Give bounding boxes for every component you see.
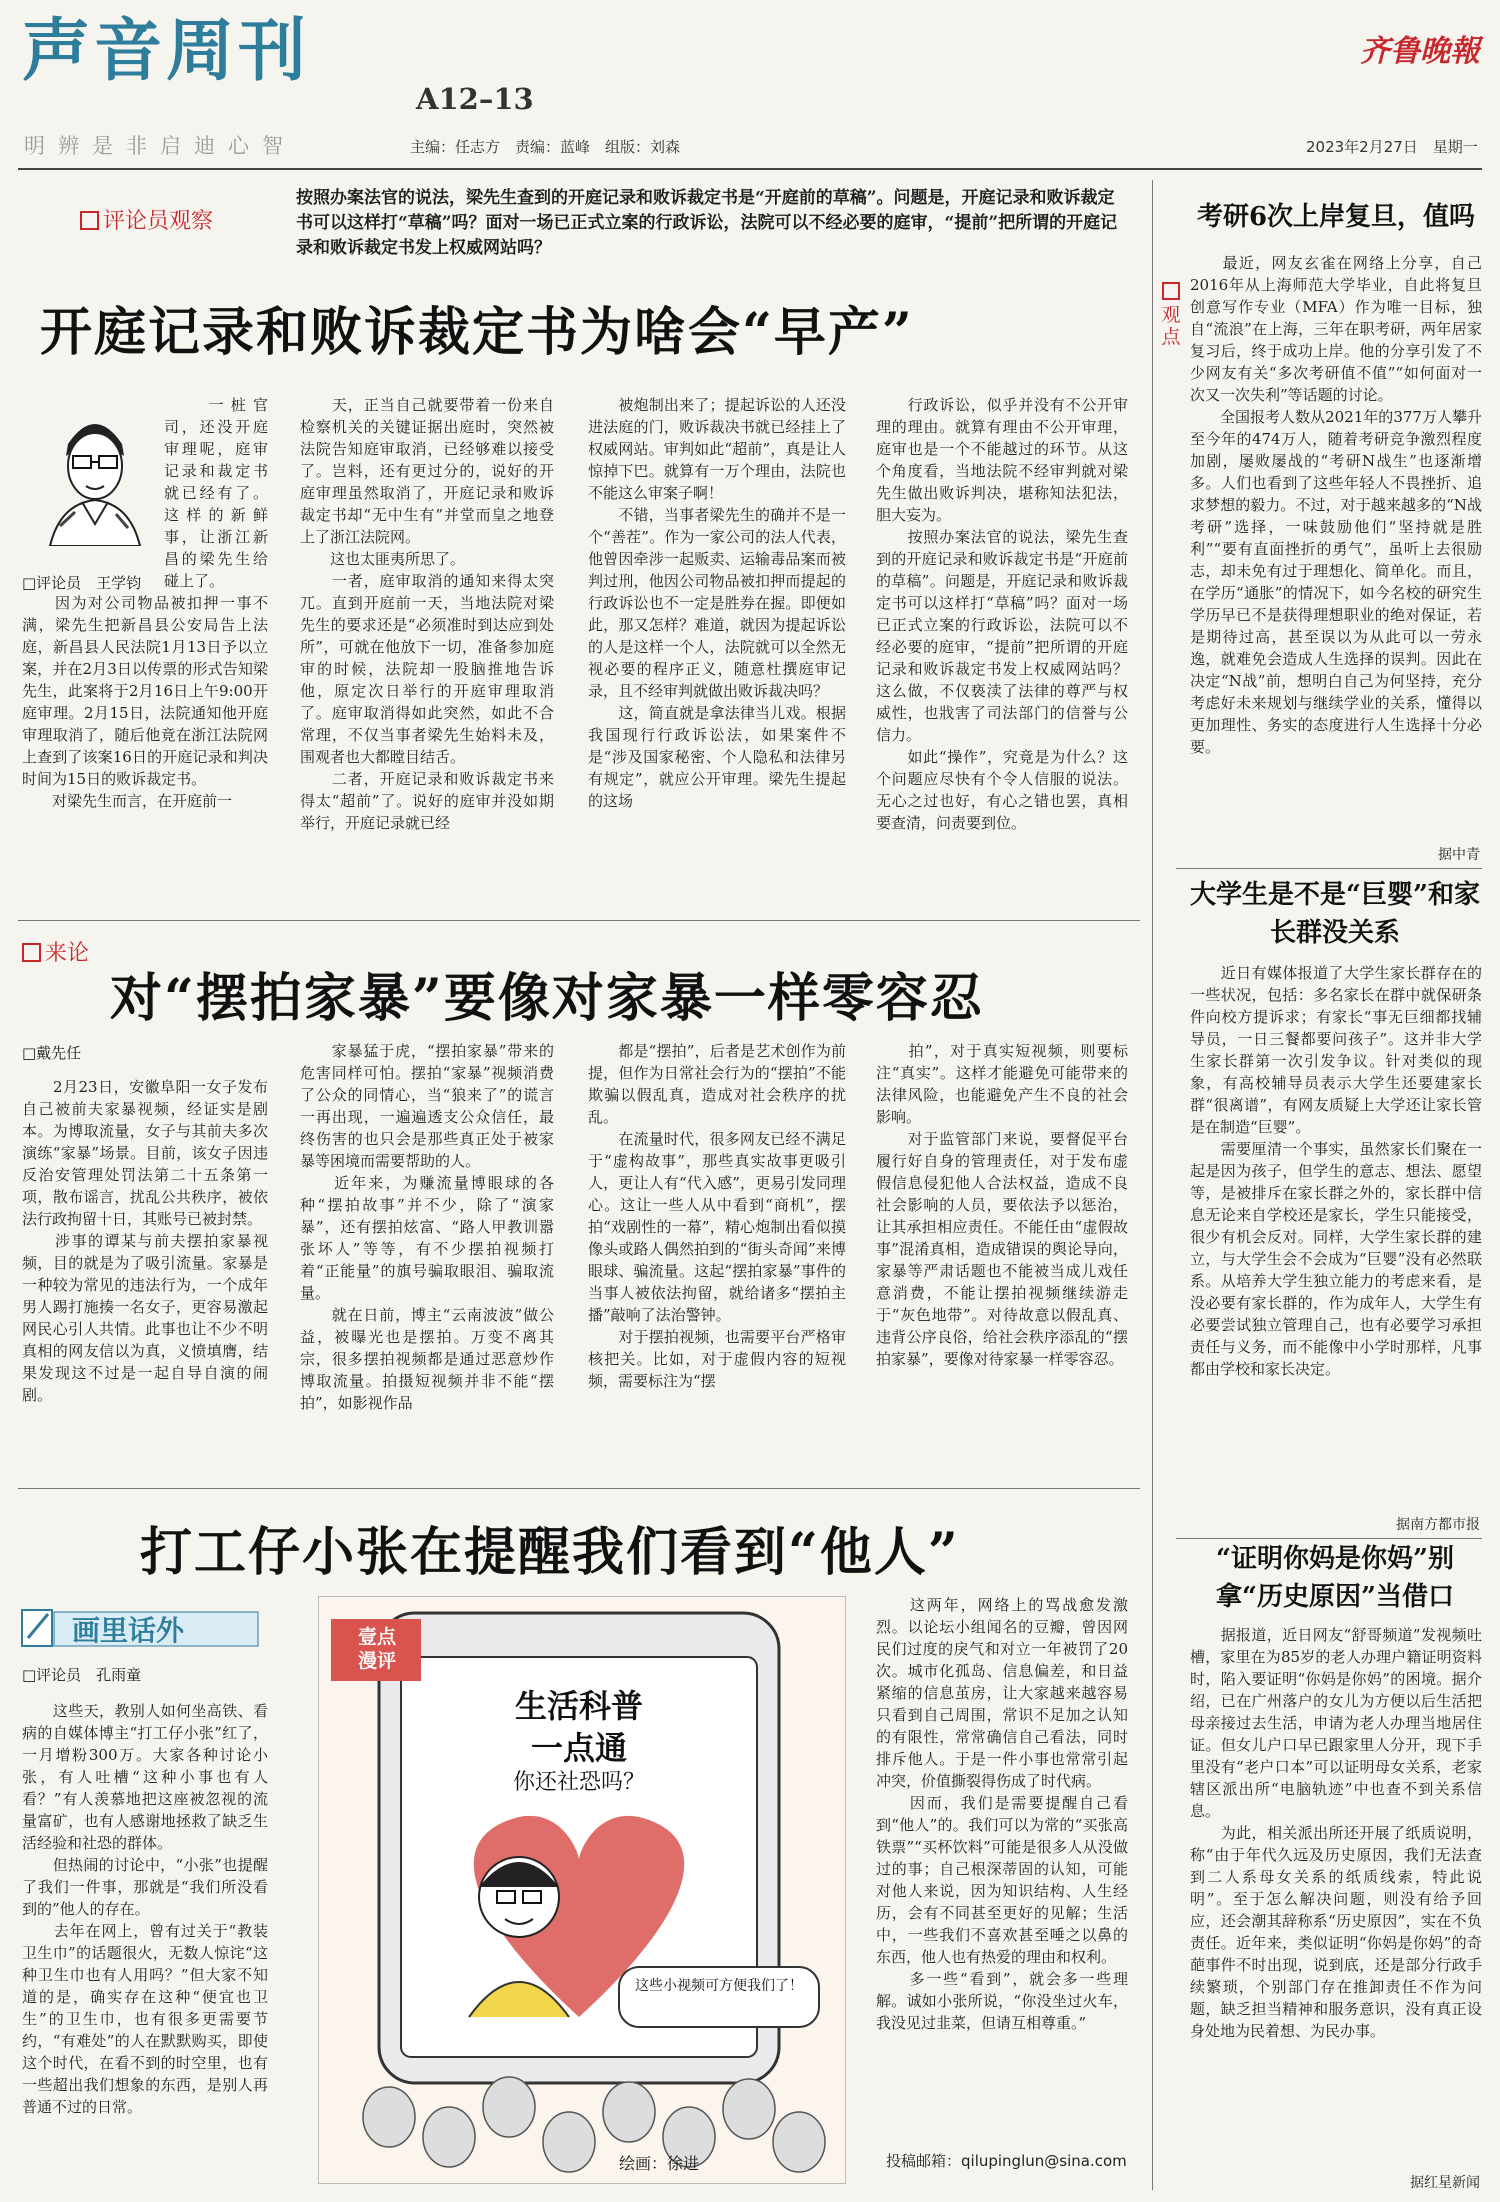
author-byline: □戴先任 — [22, 1044, 82, 1062]
issue-date: 2023年2月27日 星期一 — [1306, 138, 1478, 156]
page-number: A12–13 — [416, 82, 534, 116]
comic-screen-line: 一点通 — [530, 1729, 627, 1767]
article-lead: 按照办案法官的说法，梁先生查到的开庭记录和败诉裁定书是“开庭前的草稿”。问题是，开庭记录和败诉裁定书可以这样打“草稿”吗？面对一场已正式立案的行政诉讼，法院可以不经必要的庭审，“提前”把所谓的开庭记录和败诉裁定书发上权威网站吗？ — [296, 188, 1118, 258]
section-divider — [18, 920, 1140, 921]
comic-speech-bubble: 这些小视频可方便我们了！ — [635, 1978, 803, 1994]
article-column-1 — [22, 394, 268, 906]
masthead-slogan: 明辨是非启迪心智 — [24, 134, 296, 158]
author-byline: □评论员 孔雨童 — [22, 1666, 142, 1684]
sidebar-divider-line — [1176, 868, 1482, 869]
article-column-1: 2月23日，安徽阜阳一女子发布自己被前夫家暴视频，经证实是剧本。为博取流量，女子与其前夫多次演练“家暴”场景。目前，该女子因违反治安管理处罚法第二十五条第一项，散布谣言，扰乱公共秩序，被依法行政拘留十日，其账号已被封禁。 涉事的谭某与前夫摆拍家暴视频，目的就是为了吸引流量。家暴是一种较为常见的违法行为，一个成年男人踢打施揍一名女子，更容易激起网民心引人共情。此事也让不少不明真相的网友信以为真，义愤填膺，结果发现这不过是一起自导自演的闹剧。 — [22, 1078, 268, 1404]
masthead-title: 声音周刊 — [22, 12, 311, 91]
sidebar-article-source: 据红星新闻 — [1410, 2175, 1480, 2191]
article-column-1: 这些天，教别人如何坐高铁、看病的自媒体博主“打工仔小张”红了，一月增粉300万。大家各种讨论小张，有人吐槽“这种小事也有人看？”有人羡慕地把这座被忽视的流量富矿，也有人感谢地拯救了缺乏生活经验和社恐的群体。 但热闹的讨论中，“小张”也提醒了我们一件事，那就是“我们所没看到的”他人的存在。 去年在网上，曾有过关于“教装卫生巾”的话题很火，无数人惊诧“这种卫生巾也有人用吗？”但大家不知道的是，确实存在这种“便宜也卫生”的卫生巾，也有很多更需要节约，“有难处”的人在默默购买，即使这个时代，在看不到的时空里，也有一些超出我们想象的东西，是别人再普通不过的日常。 — [22, 1702, 268, 2116]
article-column-2: 天，正当自己就要带着一份来自检察机关的关键证据出庭时，突然被法院告知庭审取消，已经够难以接受了。岂料，还有更过分的，说好的开庭审理虽然取消了，开庭记录和败诉裁定书却“无中生有”并堂而皇之地登上了浙江法院网。 这也太匪夷所思了。 一者，庭审取消的通知来得太突兀。直到开庭前一天，当地法院对梁先生的要求还是“必须准时到达应到处所”，可就在他放下一切，准备参加庭审的时候，法院却一股脑推地告诉他，原定次日举行的开庭审理取消了。庭审取消得如此突然，如此不合常理，不仅当事者梁先生始料未及，围观者也大都瞠目结舌。 二者，开庭记录和败诉裁定书来得太“超前”了。说好的庭审并没如期举行，开庭记录就已经 — [300, 396, 554, 832]
submission-email: 投稿邮箱：qilupinglun@sina.com — [886, 2152, 1127, 2170]
sidebar-tag — [1160, 282, 1182, 348]
portrait-spacer — [22, 394, 164, 590]
newspaper-logo: 齐鲁晚報 — [1360, 34, 1480, 69]
column-tag-label: 评论员观察 — [103, 209, 214, 234]
sidebar-article-source: 据南方都市报 — [1396, 1517, 1480, 1533]
sidebar-divider-line — [1176, 1538, 1482, 1539]
sidebar-tag-label: 观点 — [1161, 304, 1181, 348]
sidebar-article-title: “证明你妈是你妈”别拿“历史原因”当借口 — [1216, 1544, 1454, 1612]
article-headline: 对“摆拍家暴”要像对家暴一样零容忍 — [110, 968, 984, 1029]
column-tag — [80, 204, 213, 235]
masthead-rule — [18, 168, 1482, 170]
sidebar-article-source: 据中青 — [1438, 847, 1480, 863]
article-column-4: 拍”，对于真实短视频，则要标注“真实”。这样才能避免可能带来的法律风险，也能避免产生不良的社会影响。 对于监管部门来说，要督促平台履行好自身的管理责任，对于发布虚假信息侵犯他人合法权益，造成不良社会影响的人员，要依法予以惩治，让其承担相应责任。不能任由“虚假故事”混淆真相，造成错误的舆论导向，家暴等严肃话题也不能被当成儿戏任意消费，不能让摆拍视频继续游走于“灰色地带”。对待故意以假乱真、违背公序良俗，给社会秩序添乱的“摆拍家暴”，要像对待家暴一样零容忍。 — [876, 1042, 1128, 1368]
comic-badge: 壹点 漫评 — [357, 1626, 396, 1672]
author-byline: □评论员 王学钧 — [22, 574, 142, 592]
article-column-4: 行政诉讼，似乎并没有不公开审理的理由。就算有理由不公开审理，庭审也是一个不能越过的环节。从这个角度看，当地法院不经审判就对梁先生做出败诉判决，堪称知法犯法，胆大妄为。 按照办案法官的说法，梁先生查到的开庭记录和败诉裁定书是“开庭前的草稿”。问题是，开庭记录和败诉裁定书可以这样打“草稿”吗？面对一场已正式立案的行政诉讼，法院可以不经必要的庭审，“提前”把所谓的开庭记录和败诉裁定书发上权威网站吗？这么做，不仅亵渎了法律的尊严与权威性，也戕害了司法部门的信誉与公信力。 如此“操作”，究竟是为什么？这个问题应尽快有个令人信服的说法。无心之过也好，有心之错也罢，真相要查清，问责要到位。 — [876, 396, 1128, 832]
column-tag-label: 来论 — [45, 941, 90, 966]
comic-illustration — [318, 1596, 846, 2184]
sidebar-article-body: 最近，网友玄雀在网络上分享，自己2016年从上海师范大学毕业，自此将复旦创意写作专业（MFA）作为唯一目标，独自“流浪”在上海，三年在职考研，两年居家复习后，终于成功上岸。他的分享引发了不少网友有关“多次考研值不值”“如何面对一次又一次失利”等话题的讨论。 全国报考人数从2021年的377万人攀升至今年的474万人，随着考研竞争激烈程度加剧，屡败屡战的“考研N战生”也逐渐增多。人们也看到了这些年轻人不畏挫折、追求梦想的毅力。不过，对于越来越多的“N战考研”选择，一味鼓励他们“坚持就是胜利”“要有直面挫折的勇气”，虽听上去很励志，却未免有过于理想化、简单化。而且，在学历“通胀”的情况下，如今名校的研究生学历早已不是获得理想职业的绝对保证，若是期待过高，甚至误以为从此可以一劳永逸，就难免会造成人生选择的误判。因此在决定“N战”前，想明白自己为何坚持，充分考虑好未来规划与继续学业的关系，懂得以更加理性、务实的态度进行人生选择十分必要。 — [1190, 254, 1482, 756]
article-column-2: 家暴猛于虎，“摆拍家暴”带来的危害同样可怕。摆拍“家暴”视频消费了公众的同情心，当“狼来了”的谎言一再出现，一遍遍透支公众信任，最终伤害的也只会是那些真正处于被家暴等困境而需要帮助的人。 近年来，为赚流量博眼球的各种“摆拍故事”并不少，除了“演家暴”，还有摆拍炫富、“路人甲教训嚣张坏人”等等，有不少摆拍视频打着“正能量”的旗号骗取眼泪、骗取流量。 就在日前，博主“云南波波”做公益，被曝光也是摆拍。万变不离其宗，很多摆拍视频都是通过恶意炒作博取流量。拍摄短视频并非不能“摆拍”，如影视作品 — [300, 1042, 554, 1412]
tag-box-icon — [22, 943, 41, 962]
sidebar-article-title: 大学生是不是“巨婴”和家长群没关系 — [1190, 880, 1480, 948]
article-column-3: 这两年，网络上的骂战愈发激烈。以论坛小组闻名的豆瓣，曾因网民们过度的戾气和对立一年被罚了20次。城市化孤岛、信息偏差，和日益紧缩的信息茧房，让大家越来越容易只看到自己周围，常识不足加之认知的有限性，常常确信自己看法，同时排斥他人。于是一件小事也常常引起冲突，价值撕裂得伤成了时代病。 因而，我们是需要提醒自己看到“他人”的。我们可以为常的“买张高铁票”“买杯饮料”可能是很多人从没做过的事；自己根深蒂固的认知，可能对他人来说，因为知识结构、人生经历，会有不同甚至更好的见解；生活中，一些我们不喜欢甚至唾之以鼻的东西，他人也有热爱的理由和权利。 多一些“看到”，就会多一些理解。诚如小张所说，“你没坐过火车，我没见过韭菜，但请互相尊重。” — [876, 1596, 1128, 2032]
sidebar-article-body: 近日有媒体报道了大学生家长群存在的一些状况，包括：多名家长在群中就保研条件向校方提诉求；有家长“事无巨细都找辅导员，一日三餐都要问孩子”。这并非大学生家长群第一次引发争议。针对类似的现象，有高校辅导员表示大学生还要建家长群“很离谱”，有网友质疑上大学还让家长管是在制造“巨婴”。 需要厘清一个事实，虽然家长们聚在一起是因为孩子，但学生的意志、想法、愿望等，是被排斥在家长群之外的，家长群中信息无论来自学校还是家长，学生只能接受，很少有机会反对。同样，大学生家长群的建立，与大学生会不会成为“巨婴”没有必然联系。从培养大学生独立能力的考虑来看，是没必要有家长群的，作为成年人，大学生有必要尝试独立管理自己，也有必要学习承担责任与义务，而不能像中小学时那样，凡事都由学校和家长决定。 — [1190, 964, 1482, 1378]
sidebar-divider — [1152, 180, 1153, 2190]
article-column-3: 都是“摆拍”，后者是艺术创作为前提，但作为日常社会行为的“摆拍”不能欺骗以假乱真，造成对社会秩序的扰乱。 在流量时代，很多网友已经不满足于“虚构故事”，那些真实故事更吸引人，更让人有“代入感”，更易引发同理心。这让一些人从中看到“商机”，摆拍“戏剧性的一幕”，精心炮制出看似摸像头或路人偶然拍到的“街头奇闻”来博眼球、骗流量。这起“摆拍家暴”事件的当事人被依法拘留，就给诸多“摆拍主播”敲响了法治警钟。 对于摆拍视频，也需要平台严格审核把关。比如，对于虚假内容的短视频，需要标注为“摆 — [588, 1042, 846, 1390]
comic-credit: 绘画：徐进 — [619, 2154, 700, 2173]
tag-box-icon — [80, 211, 99, 230]
article-text: 一桩官司，还没开庭审理呢，庭审记录和裁定书就已经有了。这样的新鲜事，让浙江新昌的梁先生给碰上了。 因为对公司物品被扣押一事不满，梁先生把新昌县公安局告上法庭，新昌县人民法院1月13日予以立案，并在2月3日以传票的形式告知梁先生，此案将于2月16日上午9:00开庭审理。2月15日，法院通知他开庭审理取消了，随后他竟在浙江法院网上查到了该案16日的开庭记录和判决时间为15日的败诉裁定书。 对梁先生而言，在开庭前一 — [22, 396, 268, 810]
comic-screen-line: 生活科普 — [514, 1687, 643, 1725]
sidebar-article-body: 据报道，近日网友“舒哥频道”发视频吐槽，家里在为85岁的老人办理户籍证明资料时，陷入要证明“你妈是你妈”的困境。据介绍，已在广州落户的女儿为方便以后生活把母亲接过去生活，申请为老人办理当地居住证。但女儿户口早已跟家里人分开，现下手里没有“老户口本”可以证明母女关系，老家辖区派出所“电脑轨迹”中也查不到关系信息。 为此，相关派出所还开展了纸质说明，称“由于年代久远及历史原因，我们无法查到二人系母女关系的纸质线索，特此说明”。至于怎么解决问题，则没有给予回应，还会潮其辞称系“历史原因”，实在不负责任。近年来，类似证明“你妈是你妈”的奇葩事件不时出现，说到底，还是部分行政手续繁琐，个别部门存在推卸责任不作为问题，缺乏担当精神和服务意识，没有真正设身处地为民着想、为民办事。 — [1190, 1626, 1482, 2040]
tag-box-icon — [1162, 282, 1180, 300]
column-tag-label: 画里话外 — [72, 1614, 185, 1647]
column-tag — [22, 936, 89, 967]
section-divider — [18, 1488, 1140, 1489]
sidebar-article-title: 考研6次上岸复旦，值吗 — [1196, 202, 1476, 232]
article-headline: 打工仔小张在提醒我们看到“他人” — [140, 1522, 960, 1583]
article-column-3: 被炮制出来了；提起诉讼的人还没进法庭的门，败诉裁决书就已经挂上了权威网站。审判如此“超前”，真是让人惊掉下巴。就算有一万个理由，法院也不能这么审案子啊！ 不错，当事者梁先生的确并不是一个“善茬”。作为一家公司的法人代表，他曾因牵涉一起贩卖、运输毒品案而被判过刑，他因公司物品被扣押而提起的行政诉讼也不一定是胜券在握。即便如此，那又怎样？难道，就因为提起诉讼的人是这样一个人，法院就可以全然无视必要的程序正义，随意杜撰庭审记录，且不经审判就做出败诉裁决吗？ 这，简直就是拿法律当儿戏。根据我国现行行政诉讼法，如果案件不是“涉及国家秘密、个人隐私和法律另有规定”，就应公开审理。梁先生提起的这场 — [588, 396, 846, 810]
editor-credits: 主编：任志方 责编：蓝峰 组版：刘森 — [410, 138, 681, 156]
comic-screen-line: 你还社恐吗？ — [512, 1770, 645, 1795]
article-headline: 开庭记录和败诉裁定书为啥会“早产” — [40, 302, 914, 363]
